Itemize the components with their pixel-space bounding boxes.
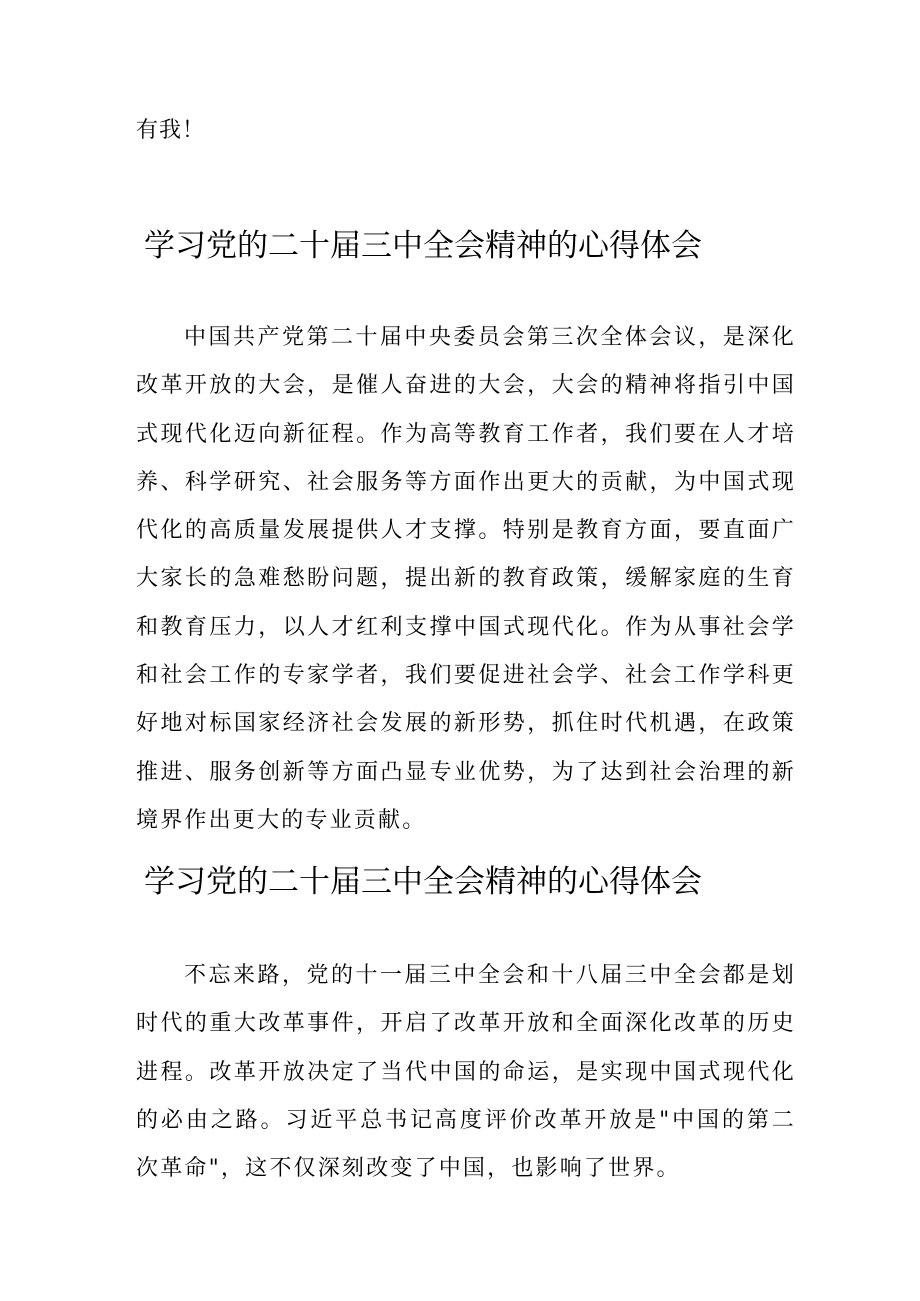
section-1-heading: 学习党的二十届三中全会精神的心得体会 bbox=[144, 228, 702, 264]
section-2-heading: 学习党的二十届三中全会精神的心得体会 bbox=[144, 864, 702, 900]
section-1-paragraph: 中国共产党第二十届中央委员会第三次全体会议，是深化改革开放的大会，是催人奋进的大会，大会的精神将指引中国式现代化迈向新征程。作为高等教育工作者，我们要在人才培养、科学研究、社会服务等方面作出更大的贡献，为中国式现代化的高质量发展提供人才支撑。特别是教育方面，要直面广大家长的急难愁盼问题，提出新的教育政策，缓解家庭的生育和教育压力，以人才红利支撑中国式现代化。作为从事社会学和社会工作的专家学者，我们要促进社会学、社会工作学科更好地对标国家经济社会发展的新形势，抓住时代机遇，在政策推进、服务创新等方面凸显专业优势，为了达到社会治理的新境界作出更大的专业贡献。 bbox=[136, 325, 796, 833]
intro-tail-text: 有我！ bbox=[136, 118, 206, 143]
section-2-paragraph: 不忘来路，党的十一届三中全会和十八届三中全会都是划时代的重大改革事件，开启了改革开放和全面深化改革的历史进程。改革开放决定了当代中国的命运，是实现中国式现代化的必由之路。习近平总书记高度评价改革开放是"中国的第二次革命"，这不仅深刻改变了中国，也影响了世界。 bbox=[136, 963, 796, 1182]
